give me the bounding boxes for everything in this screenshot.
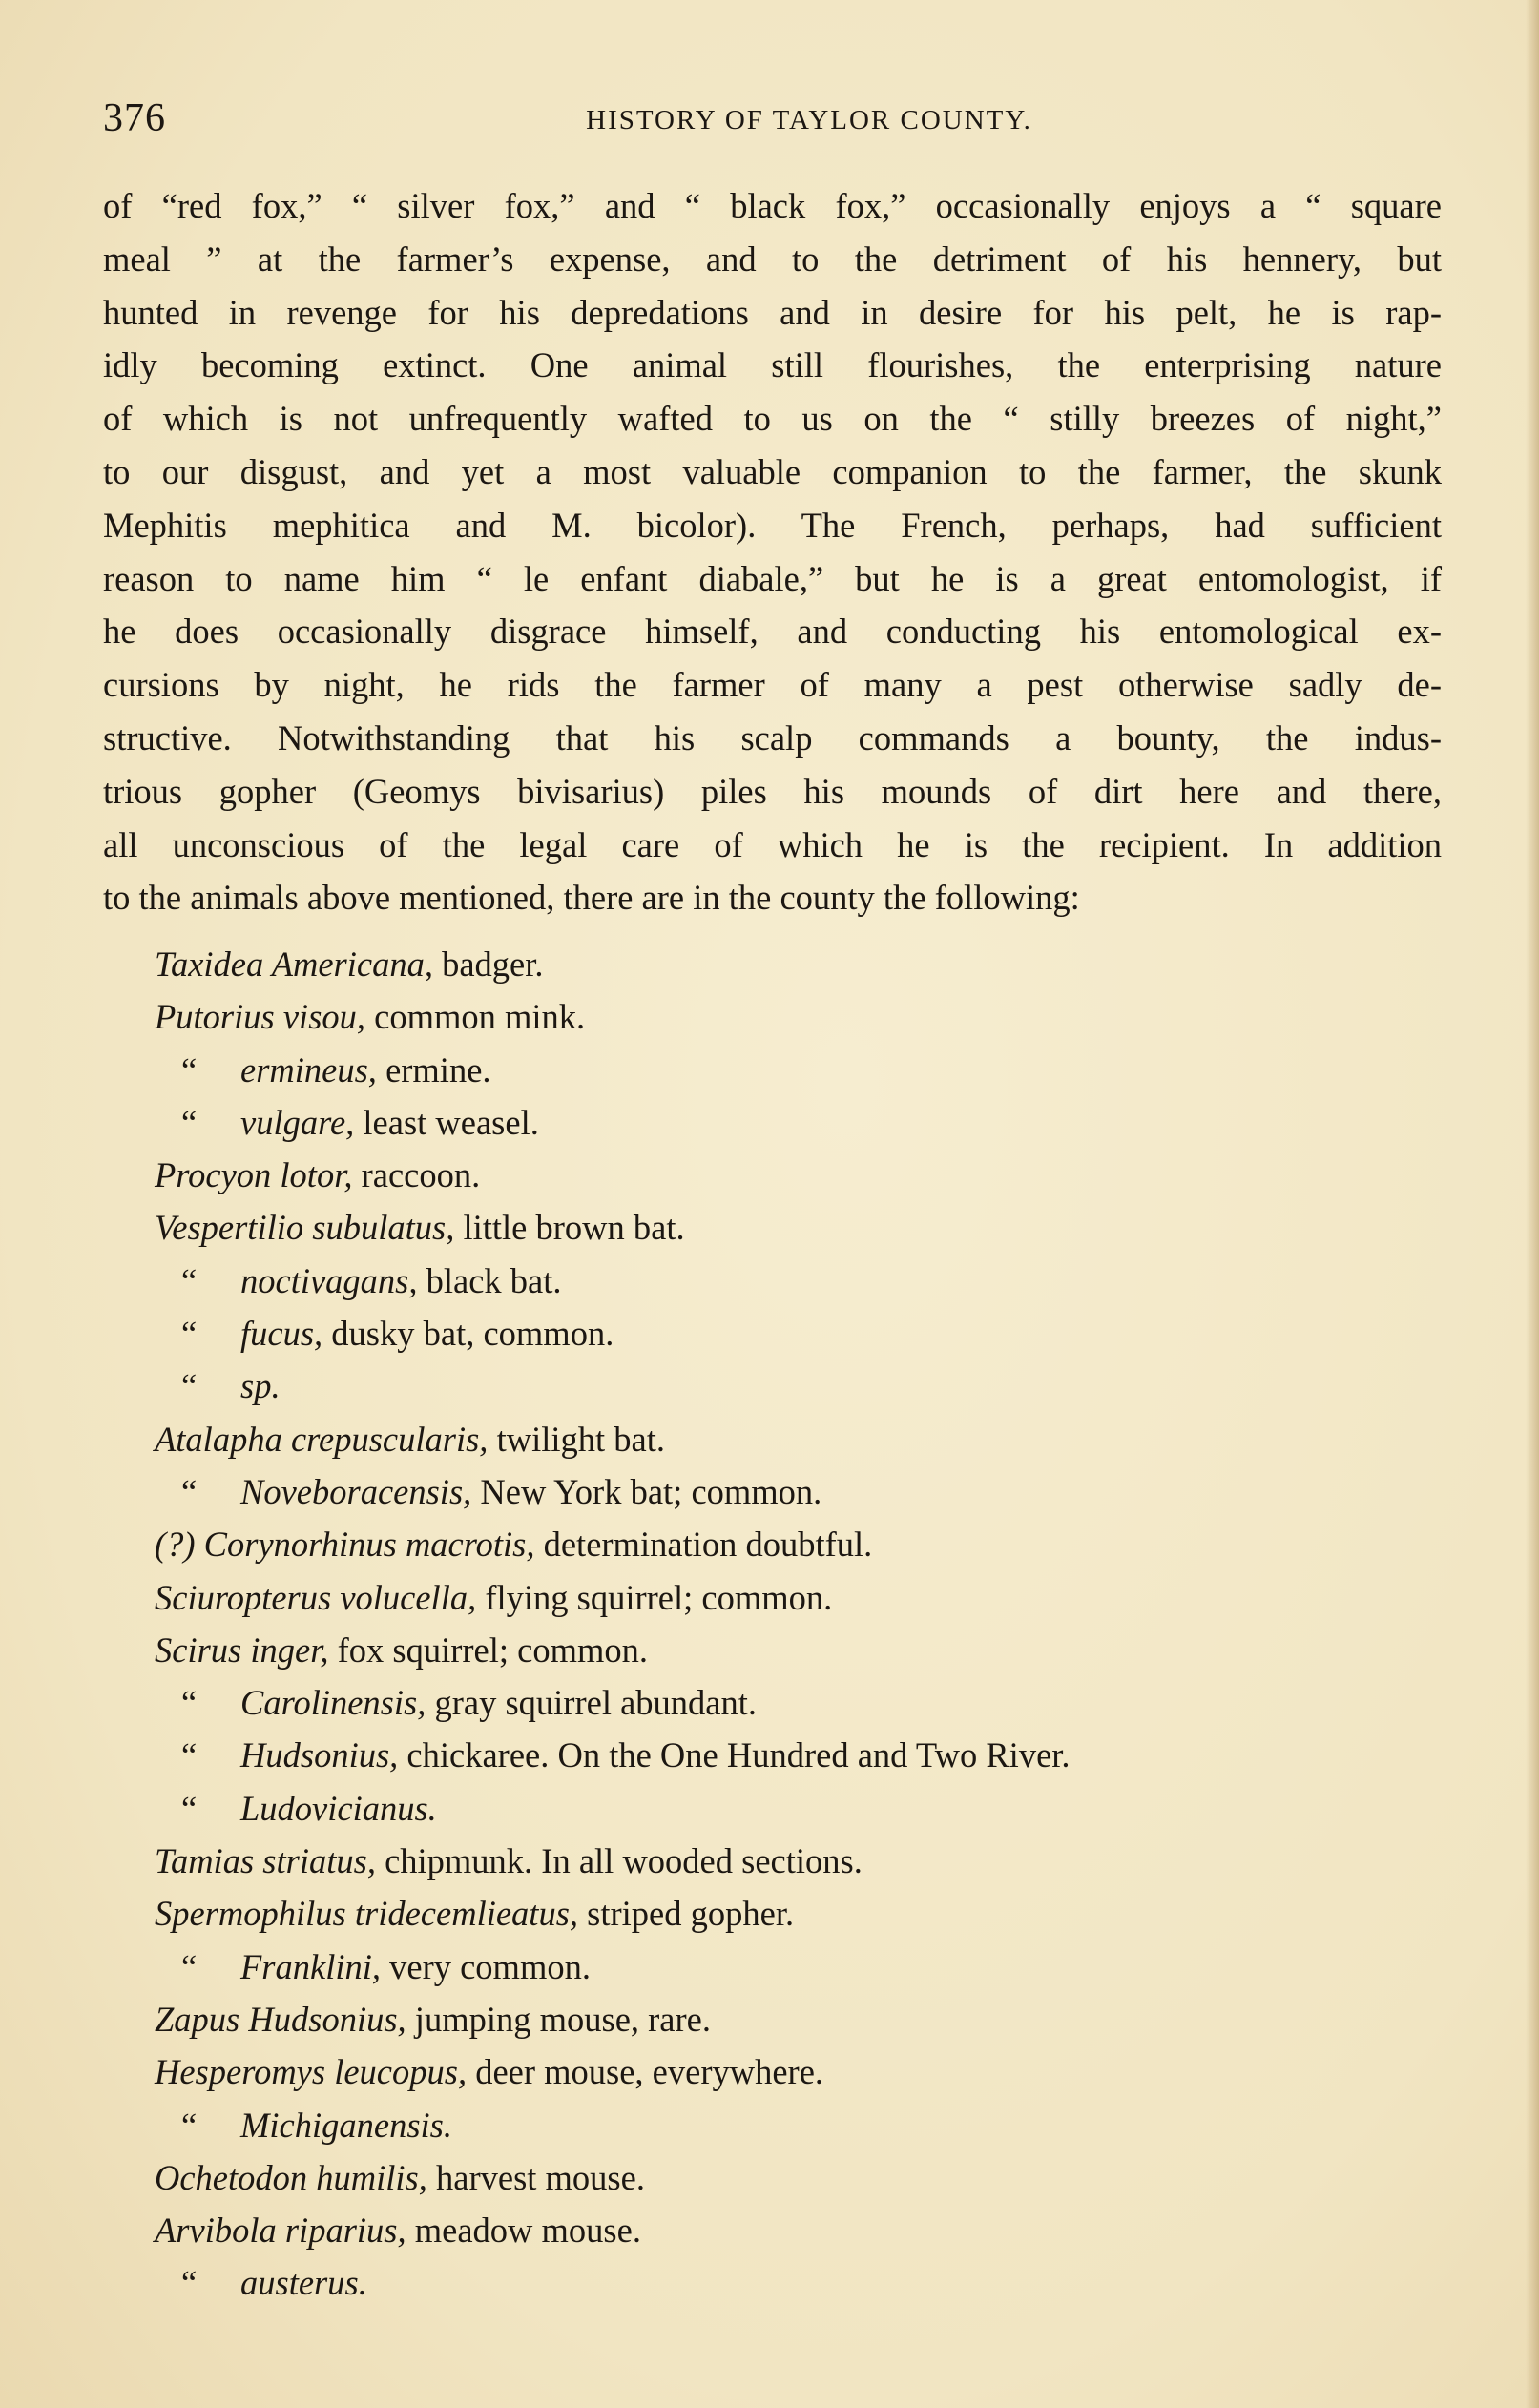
- common-name: twilight bat.: [488, 1419, 665, 1459]
- common-name: New York bat; common.: [471, 1471, 822, 1511]
- scientific-name: Spermophilus tridecemlieatus,: [155, 1894, 579, 1934]
- ditto-mark: “: [181, 1735, 198, 1775]
- paragraph-line: all unconscious of the legal care of which he is the recipient. In addition: [103, 824, 1442, 864]
- ditto-mark: “: [181, 1049, 198, 1090]
- common-name: raccoon.: [352, 1155, 481, 1195]
- common-name: little brown bat.: [454, 1208, 685, 1248]
- ditto-mark: “: [181, 1788, 198, 1828]
- common-name: very common.: [381, 1946, 591, 1986]
- scientific-name: Atalapha crepuscularis,: [155, 1419, 489, 1459]
- species-entry: [155, 1149, 1395, 1201]
- species-entry: [155, 938, 1395, 990]
- species-entry: [155, 1518, 1395, 1570]
- species-list: [155, 938, 1395, 2310]
- scientific-name: (?) Corynorhinus macrotis,: [155, 1525, 535, 1565]
- scientific-name: Hesperomys leucopus,: [155, 2052, 468, 2092]
- common-name: flying squirrel; common.: [476, 1577, 833, 1617]
- species-entry: [155, 2151, 1395, 2204]
- scientific-name: Tamias striatus,: [155, 1841, 376, 1881]
- scientific-name: Sciuropterus volucella,: [155, 1577, 477, 1617]
- scientific-name: sp.: [240, 1366, 281, 1406]
- species-entry: [155, 1941, 1395, 1993]
- scientific-name: Noveboracensis,: [240, 1471, 472, 1511]
- scientific-name: Franklini,: [240, 1946, 381, 1986]
- scientific-name: Michiganensis.: [240, 2105, 453, 2145]
- paragraph-line: he does occasionally disgrace himself, and conducting his entomological ex-: [103, 612, 1442, 652]
- species-entry: [155, 1255, 1395, 1307]
- common-name: fox squirrel; common.: [328, 1630, 649, 1670]
- scientific-name: fucus,: [240, 1314, 323, 1354]
- species-entry: [155, 1624, 1395, 1676]
- species-entry: [155, 2045, 1395, 2098]
- common-name: determination doubtful.: [534, 1525, 873, 1565]
- species-entry: [155, 2099, 1395, 2151]
- species-entry: [155, 1307, 1395, 1360]
- scientific-name: Carolinensis,: [240, 1683, 426, 1723]
- paragraph-line: hunted in revenge for his depredations and in desire for his pelt, he is rap-: [103, 292, 1442, 332]
- ditto-mark: “: [181, 1102, 198, 1142]
- paragraph-line: to the animals above mentioned, there are in the county the following:: [103, 878, 1080, 918]
- ditto-mark: “: [181, 1683, 198, 1723]
- page-header: [103, 95, 1458, 153]
- common-name: black bat.: [417, 1260, 562, 1300]
- species-entry: [155, 1782, 1395, 1835]
- scientific-name: Arvibola riparius,: [155, 2211, 406, 2251]
- paragraph-line: structive. Notwithstanding that his scalp commands a bounty, the indus-: [103, 717, 1442, 758]
- ditto-mark: “: [181, 2105, 198, 2145]
- species-entry: [155, 1465, 1395, 1518]
- common-name: meadow mouse.: [406, 2211, 641, 2251]
- paragraph-line: cursions by night, he rids the farmer of many a pest otherwise sadly de-: [103, 665, 1442, 705]
- scientific-name: ermineus,: [240, 1049, 377, 1090]
- species-entry: [155, 1729, 1395, 1781]
- species-entry: [155, 1676, 1395, 1729]
- scientific-name: Zapus Hudsonius,: [155, 1999, 406, 2039]
- ditto-mark: “: [181, 2263, 198, 2303]
- scientific-name: Putorius visou,: [155, 997, 366, 1037]
- common-name: badger.: [432, 945, 544, 984]
- common-name: jumping mouse, rare.: [406, 1999, 711, 2039]
- common-name: dusky bat, common.: [322, 1314, 614, 1354]
- common-name: chickaree. On the One Hundred and Two River.: [398, 1735, 1071, 1775]
- common-name: gray squirrel abundant.: [426, 1683, 758, 1723]
- scientific-name: Ochetodon humilis,: [155, 2157, 427, 2197]
- paragraph-line: trious gopher (Geomys bivisarius) piles his mounds of dirt here and there,: [103, 771, 1442, 811]
- common-name: chipmunk. In all wooded sections.: [375, 1841, 863, 1881]
- common-name: common mink.: [365, 997, 586, 1037]
- species-entry: [155, 1201, 1395, 1254]
- paragraph-line: of “red fox,” “ silver fox,” and “ black fox,” occasionally enjoys a “ square: [103, 186, 1442, 225]
- paragraph-line: meal ” at the farmer’s expense, and to the detriment of his hennery, but: [103, 239, 1442, 279]
- scientific-name: Vespertilio subulatus,: [155, 1208, 455, 1248]
- species-entry: [155, 1887, 1395, 1940]
- scientific-name: noctivagans,: [240, 1260, 418, 1300]
- scientific-name: Scirus inger,: [155, 1630, 329, 1670]
- species-entry: [155, 990, 1395, 1043]
- body-paragraph: [103, 179, 1442, 924]
- scientific-name: austerus.: [240, 2263, 367, 2303]
- ditto-mark: “: [181, 1366, 198, 1406]
- running-head: HISTORY OF TAYLOR COUNTY.: [586, 105, 1032, 135]
- ditto-mark: “: [181, 1314, 198, 1354]
- common-name: least weasel.: [354, 1102, 539, 1142]
- page-edge-shadow: [1526, 0, 1539, 2408]
- common-name: ermine.: [376, 1049, 491, 1090]
- scientific-name: vulgare,: [240, 1102, 355, 1142]
- page-number: 376: [103, 96, 166, 140]
- scientific-name: Procyon lotor,: [155, 1155, 353, 1195]
- paragraph-line: Mephitis mephitica and M. bicolor). The French, perhaps, had sufficient: [103, 505, 1442, 545]
- species-entry: [155, 1096, 1395, 1149]
- species-entry: [155, 1571, 1395, 1624]
- species-entry: [155, 1835, 1395, 1887]
- common-name: harvest mouse.: [426, 2157, 645, 2197]
- species-entry: [155, 2204, 1395, 2256]
- ditto-mark: “: [181, 1260, 198, 1300]
- species-entry: [155, 1360, 1395, 1412]
- paragraph-line: of which is not unfrequently wafted to us on the “ stilly breezes of night,”: [103, 399, 1442, 439]
- scientific-name: Ludovicianus.: [240, 1788, 437, 1828]
- scientific-name: Taxidea Americana,: [155, 945, 433, 984]
- ditto-mark: “: [181, 1471, 198, 1511]
- ditto-mark: “: [181, 1946, 198, 1986]
- paragraph-line: idly becoming extinct. One animal still flourishes, the enterprising nature: [103, 345, 1442, 385]
- species-entry: [155, 1044, 1395, 1096]
- common-name: deer mouse, everywhere.: [467, 2052, 824, 2092]
- species-entry: [155, 1993, 1395, 2045]
- scientific-name: Hudsonius,: [240, 1735, 399, 1775]
- species-entry: [155, 1413, 1395, 1465]
- paragraph-line: reason to name him “ le enfant diabale,” but he is a great entomologist, if: [103, 558, 1442, 598]
- paragraph-line: to our disgust, and yet a most valuable companion to the farmer, the skunk: [103, 451, 1442, 491]
- species-entry: [155, 2256, 1395, 2309]
- common-name: striped gopher.: [578, 1894, 795, 1934]
